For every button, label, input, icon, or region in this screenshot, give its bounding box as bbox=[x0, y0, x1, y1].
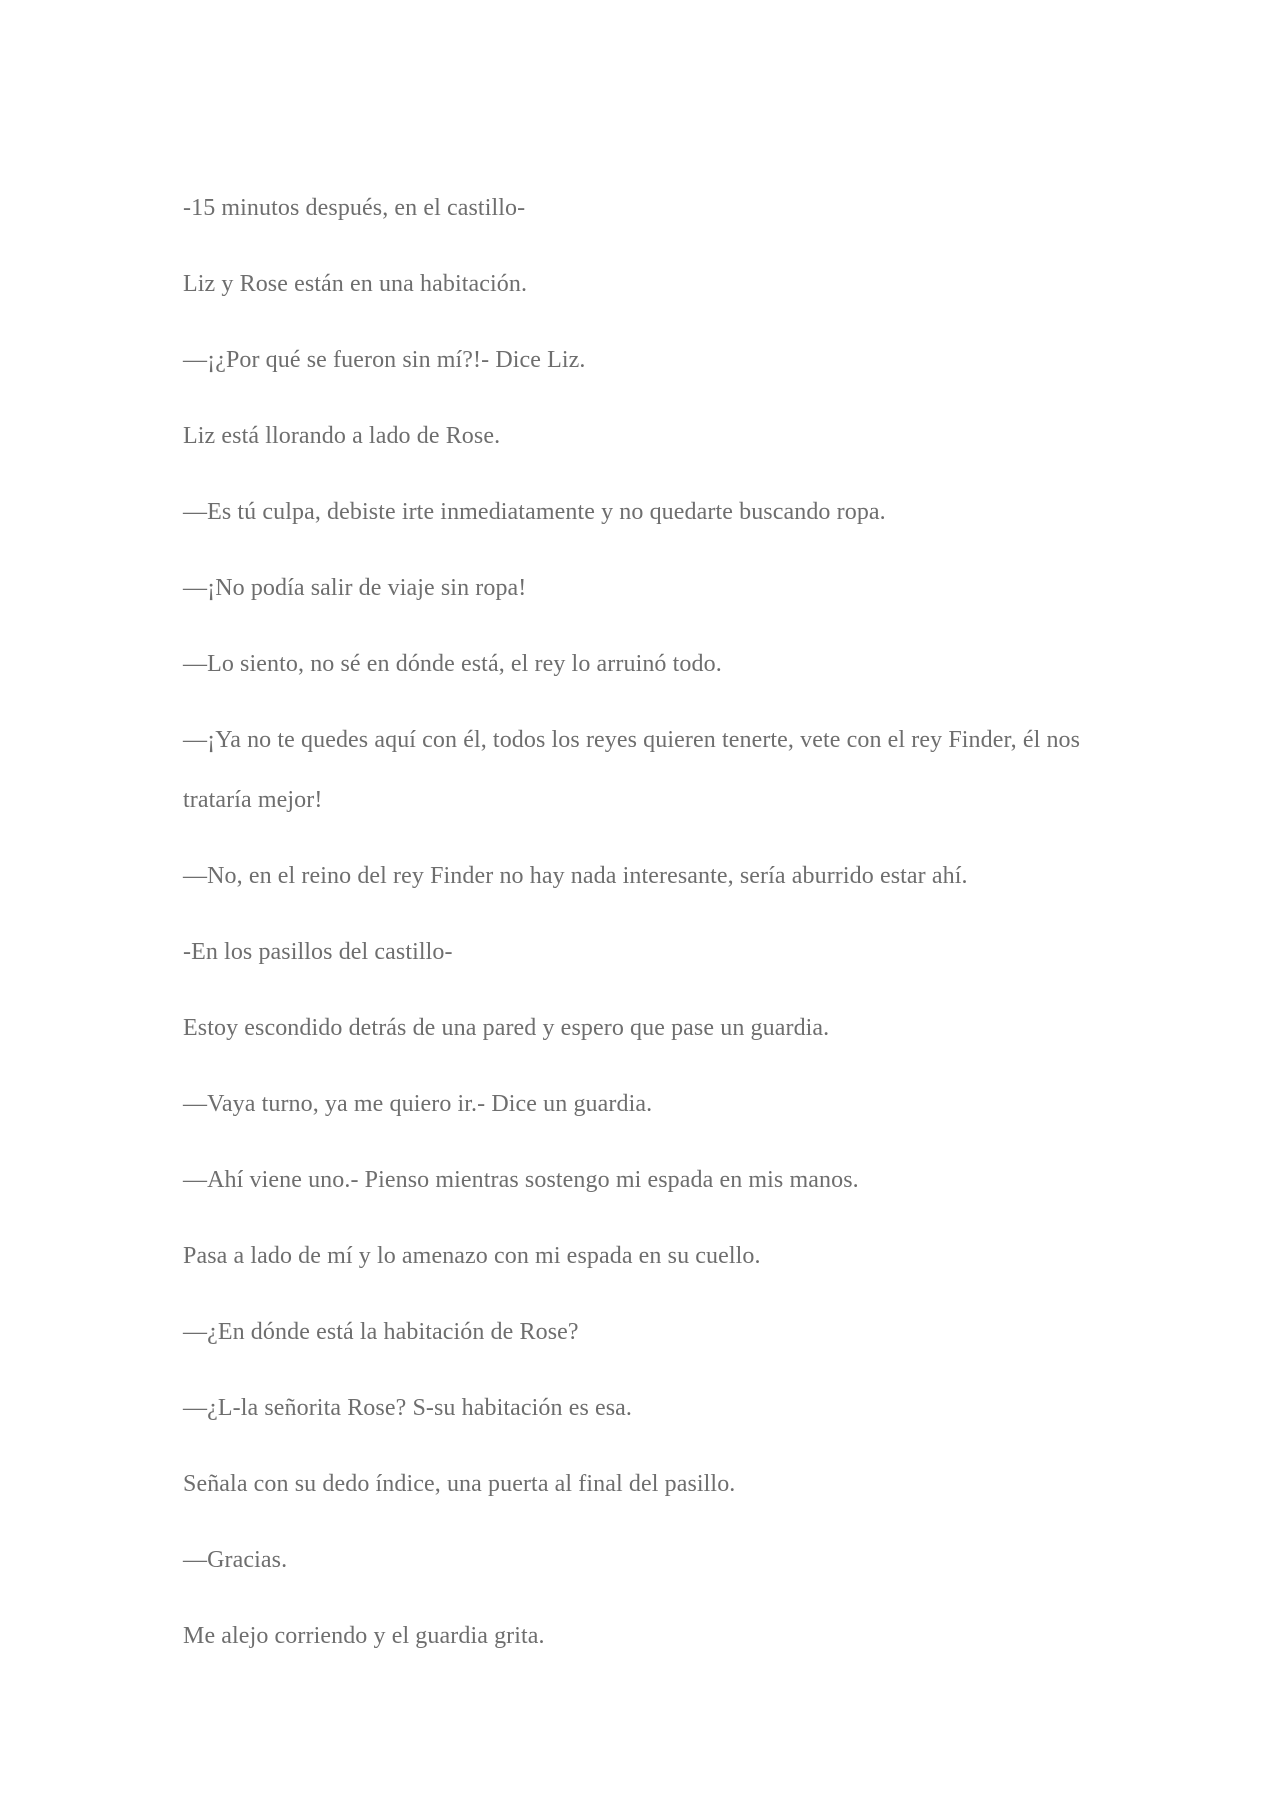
dialogue-line: —¡¿Por qué se fueron sin mí?!- Dice Liz. bbox=[183, 347, 586, 373]
paragraph: Liz está llorando a lado de Rose. bbox=[183, 423, 501, 449]
paragraph-scene-heading-hallways: -En los pasillos del castillo- bbox=[183, 939, 453, 965]
document-body bbox=[183, 178, 1103, 1682]
dialogue-line: —¿En dónde está la habitación de Rose? bbox=[183, 1319, 579, 1345]
dialogue-line: —¡No podía salir de viaje sin ropa! bbox=[183, 575, 527, 601]
dialogue-line: —¿L-la señorita Rose? S-su habitación es esa. bbox=[183, 1395, 633, 1421]
dialogue-line: —Ahí viene uno.- Pienso mientras sostengo mi espada en mis manos. bbox=[183, 1167, 859, 1193]
paragraph: Estoy escondido detrás de una pared y espero que pase un guardia. bbox=[183, 1015, 830, 1041]
dialogue-line: —Gracias. bbox=[183, 1547, 288, 1573]
dialogue-line: —Vaya turno, ya me quiero ir.- Dice un guardia. bbox=[183, 1091, 653, 1117]
dialogue-line: —¡Ya no te quedes aquí con él, todos los reyes quieren tenerte, vete con el rey Finder, él nos trataría mejor! bbox=[183, 727, 1081, 813]
paragraph: Pasa a lado de mí y lo amenazo con mi espada en su cuello. bbox=[183, 1243, 761, 1269]
paragraph-scene-heading-castle: -15 minutos después, en el castillo- bbox=[183, 195, 526, 221]
dialogue-line: —No, en el reino del rey Finder no hay nada interesante, sería aburrido estar ahí. bbox=[183, 863, 968, 889]
paragraph: Liz y Rose están en una habitación. bbox=[183, 271, 528, 297]
paragraph: Me alejo corriendo y el guardia grita. bbox=[183, 1623, 545, 1649]
dialogue-line: —Es tú culpa, debiste irte inmediatamente y no quedarte buscando ropa. bbox=[183, 499, 886, 525]
paragraph: Señala con su dedo índice, una puerta al final del pasillo. bbox=[183, 1471, 736, 1497]
dialogue-line: —Lo siento, no sé en dónde está, el rey lo arruinó todo. bbox=[183, 651, 722, 677]
